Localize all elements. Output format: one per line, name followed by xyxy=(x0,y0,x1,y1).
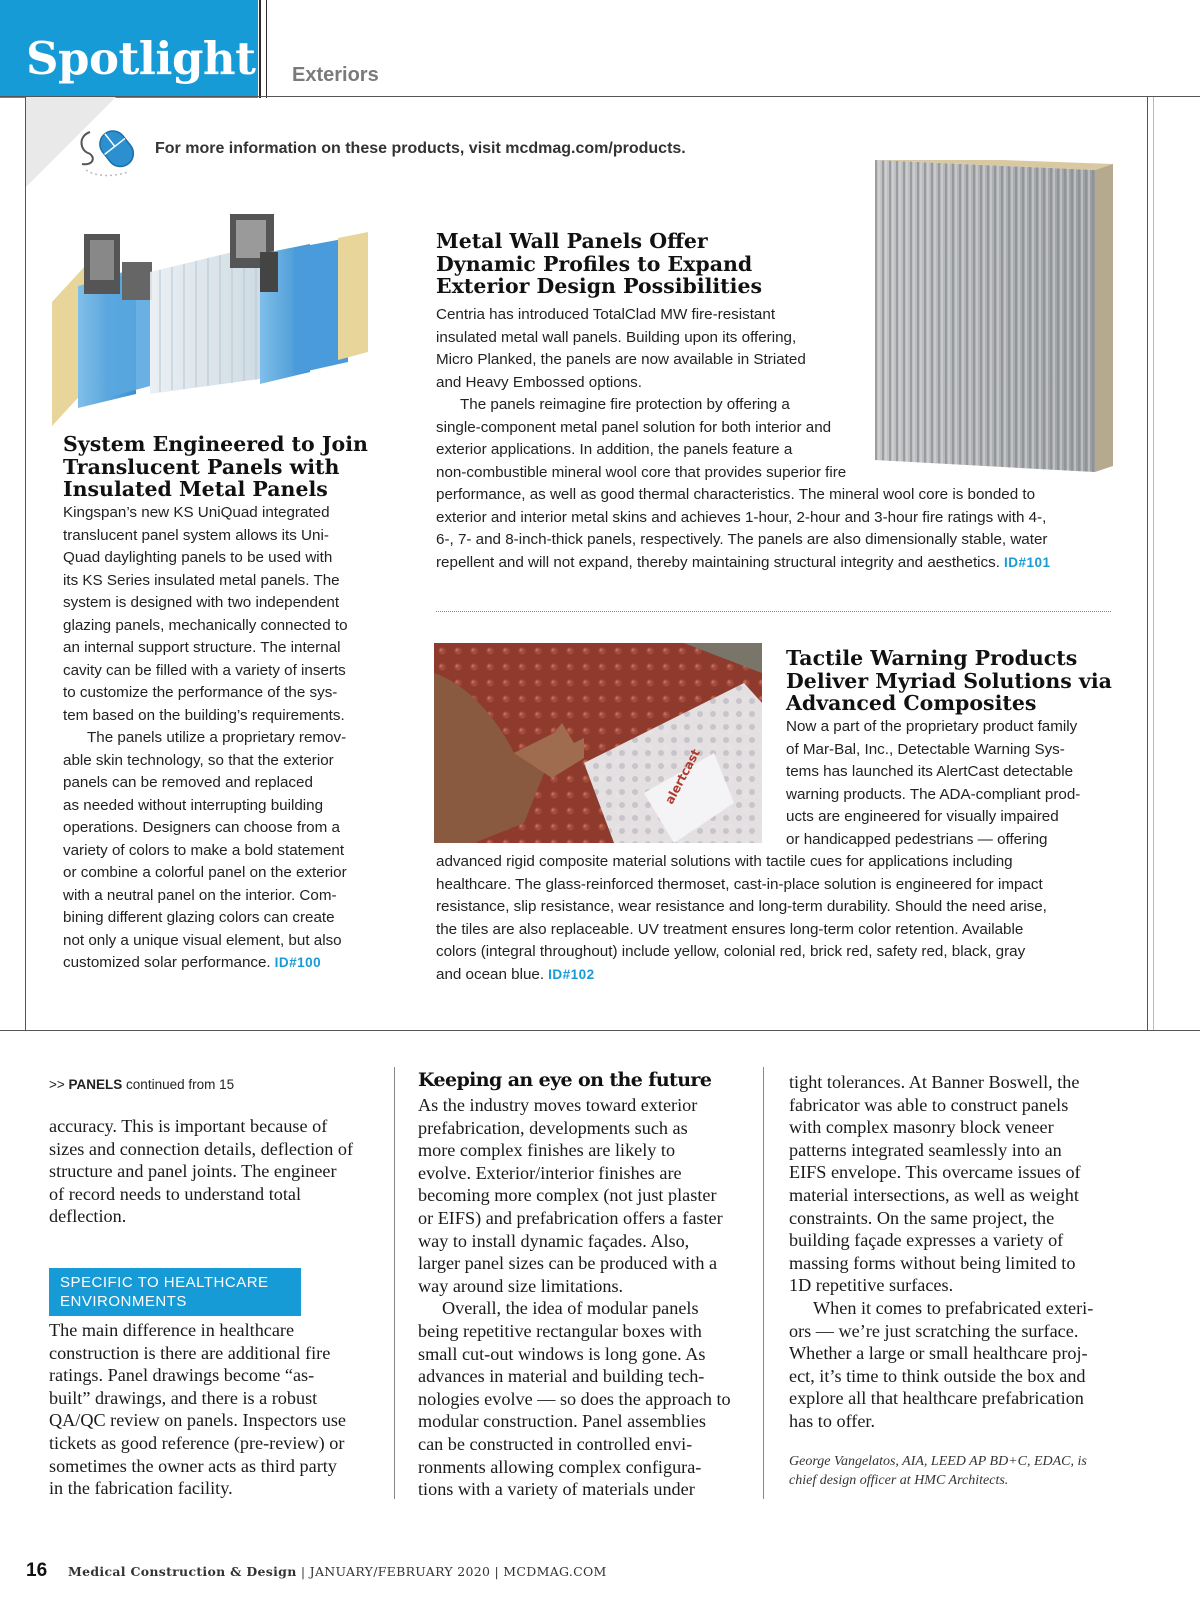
byline-line: George Vangelatos, AIA, LEED AP BD+C, EDAC, is xyxy=(789,1454,1087,1469)
title-line: System Engineered to Join xyxy=(63,432,368,456)
body-line: able skin technology, so that the exterior xyxy=(63,751,334,769)
heading-line: SPECIFIC TO HEALTHCARE xyxy=(60,1274,269,1291)
title-line: Insulated Metal Panels xyxy=(63,477,328,501)
body-line: ect, it’s time to think outside the box and xyxy=(789,1365,1086,1386)
product-id-link[interactable]: ID#102 xyxy=(548,966,595,982)
body-line: QA/QC review on panels. Inspectors use xyxy=(49,1410,346,1431)
body-line: constraints. On the same project, the xyxy=(789,1207,1055,1228)
continued-prefix: >> xyxy=(49,1077,69,1092)
body-line: has to offer. xyxy=(789,1410,876,1431)
article-body xyxy=(436,851,1047,986)
body-line: customized solar performance. xyxy=(63,954,271,971)
frame-line xyxy=(0,1030,1200,1031)
body-line: structure and panel joints. The engineer xyxy=(49,1161,337,1182)
title-line: Deliver Myriad Solutions via xyxy=(786,668,1112,693)
body-line: becoming more complex (not just plaster xyxy=(418,1185,717,1206)
body-line: EIFS envelope. This overcame issues of xyxy=(789,1162,1081,1183)
brand-label: alertcast xyxy=(662,746,703,807)
body-line: ratings. Panel drawings become “as- xyxy=(49,1365,315,1386)
body-line: ors — we’re just scratching the surface. xyxy=(789,1320,1079,1341)
title-line: Tactile Warning Products xyxy=(786,646,1078,670)
section-title: Spotlight xyxy=(26,32,256,85)
body-line: Now a part of the proprietary product family xyxy=(786,718,1078,735)
body-line: or combine a colorful panel on the exterior xyxy=(63,864,347,881)
body-line: or EIFS) and prefabrication offers a faster xyxy=(418,1207,723,1228)
body-line: exterior and interior metal skins and achieves 1-hour, 2-hour and 3-hour fire ratings with 4-, xyxy=(436,508,1047,526)
body-line: Quad daylighting panels to be used with xyxy=(63,549,333,566)
title-line: Advanced Composites xyxy=(786,691,1037,715)
body-line: The panels utilize a proprietary remov- xyxy=(87,729,347,746)
body-line: with complex masonry block veneer xyxy=(789,1117,1054,1138)
body-line: and ocean blue. xyxy=(436,965,545,983)
body-line: of record needs to understand total xyxy=(49,1183,302,1204)
body-line: built” drawings, and there is a robust xyxy=(49,1387,318,1408)
body-line: tions with a variety of materials under xyxy=(418,1479,695,1500)
body-line: cavity can be filled with a variety of inserts xyxy=(63,661,346,679)
header-divider xyxy=(259,0,261,98)
heading-line: ENVIRONMENTS xyxy=(60,1293,187,1310)
body-line: glazing panels, mechanically connected to xyxy=(63,616,348,634)
body-line: bining different glazing colors can create xyxy=(63,909,335,926)
body-line: or handicapped pedestrians — offering xyxy=(786,830,1048,848)
body-line: small cut-out windows is long gone. As xyxy=(418,1343,706,1364)
continued-suffix: continued from 15 xyxy=(122,1077,235,1092)
body-line: can be constructed in controlled envi- xyxy=(418,1433,693,1454)
body-line: single-component metal panel solution for both interior and xyxy=(436,418,832,436)
body-line: sometimes the owner acts as third party xyxy=(49,1455,337,1476)
body-line: ucts are engineered for visually impaired xyxy=(786,808,1059,825)
body-line: construction is there are additional fire xyxy=(49,1342,331,1363)
body-line: prefabrication, developments such as xyxy=(418,1117,688,1138)
subhead: Keeping an eye on the future xyxy=(418,1069,712,1091)
category-label: Exteriors xyxy=(292,64,379,86)
body-line: exterior applications. In addition, the panels feature a xyxy=(436,441,793,458)
body-line: warning products. The ADA-compliant prod- xyxy=(786,785,1081,803)
body-line: 6-, 7- and 8-inch-thick panels, respectively. The panels are also dimensionally stable, water xyxy=(436,531,1048,548)
body-line: Whether a large or small healthcare proj- xyxy=(789,1343,1088,1364)
body-line: in the fabrication facility. xyxy=(49,1478,233,1499)
footer-credit xyxy=(68,1564,607,1579)
title-line: Translucent Panels with xyxy=(63,454,340,479)
body-line: its KS Series insulated metal panels. The xyxy=(63,571,340,589)
body-line: nologies evolve — so does the approach to xyxy=(418,1388,731,1409)
body-line: advances in material and building tech- xyxy=(418,1366,705,1387)
body-line: tight tolerances. At Banner Boswell, the xyxy=(789,1072,1080,1092)
body-line: repellent and will not expand, thereby maintaining structural integrity and aesthetics. xyxy=(436,553,1000,571)
article-body xyxy=(436,304,1051,574)
title-line: Metal Wall Panels Offer xyxy=(436,229,708,253)
column-rule xyxy=(394,1067,395,1499)
body-line: insulated metal wall panels. Building upon its offering, xyxy=(436,328,797,346)
body-line: the tiles are also replaceable. UV treatment ensures long-term color retention. Available xyxy=(436,920,1024,938)
computer-mouse-icon xyxy=(76,120,142,178)
feature-column-1 xyxy=(49,1115,353,1228)
body-line: variety of colors to make a bold statement xyxy=(63,841,345,859)
body-line: tickets as good reference (pre-review) or xyxy=(49,1432,345,1453)
column-rule xyxy=(763,1067,764,1499)
article-title xyxy=(786,647,1112,715)
byline-line: chief design officer at HMC Architects. xyxy=(789,1473,1009,1488)
info-line: For more information on these products, visit mcdmag.com/products. xyxy=(155,140,686,157)
frame-line xyxy=(25,97,26,1030)
body-line: not only a unique visual element, but also xyxy=(63,931,342,949)
tactile-tile-image xyxy=(434,643,762,843)
frame-line xyxy=(1153,97,1154,1030)
body-line: Centria has introduced TotalClad MW fire-resistant xyxy=(436,306,776,323)
body-line: Kingspan’s new KS UniQuad integrated xyxy=(63,504,330,521)
article-title xyxy=(63,433,368,501)
body-line: building façade expresses a variety of xyxy=(789,1230,1064,1251)
body-line: as needed without interrupting building xyxy=(63,796,324,814)
body-line: sizes and connection details, deflection of xyxy=(49,1138,354,1159)
body-line: performance, as well as good thermal characteristics. The mineral wool core is bonded to xyxy=(436,486,1036,503)
frame-line xyxy=(1147,97,1148,1030)
body-line: 1D repetitive surfaces. xyxy=(789,1275,954,1296)
article-title xyxy=(436,230,762,298)
body-line: accuracy. This is important because of xyxy=(49,1116,328,1136)
body-line: material intersections, as well as weight xyxy=(789,1184,1079,1205)
body-line: colors (integral throughout) include yellow, colonial red, brick red, safety red, black, gray xyxy=(436,943,1026,960)
body-line: larger panel sizes can be produced with a xyxy=(418,1253,718,1274)
body-line: When it comes to prefabricated exteri- xyxy=(813,1297,1094,1318)
body-line: way around size limitations. xyxy=(418,1275,624,1296)
body-line: Micro Planked, the panels are now available in Striated xyxy=(436,351,806,368)
spotlight-banner xyxy=(0,0,258,98)
body-line: translucent panel system allows its Uni- xyxy=(63,526,329,544)
body-line: modular construction. Panel assemblies xyxy=(418,1411,706,1432)
body-line: tems has launched its AlertCast detectable xyxy=(786,763,1074,780)
feature-column-3 xyxy=(789,1071,1093,1433)
article-body xyxy=(786,716,1080,851)
magazine-name: Medical Construction & Design xyxy=(68,1564,297,1579)
body-line: The main difference in healthcare xyxy=(49,1320,295,1340)
author-byline xyxy=(789,1452,1087,1490)
body-line: panels can be removed and replaced xyxy=(63,774,313,791)
body-line: Overall, the idea of modular panels xyxy=(442,1298,699,1319)
body-line: massing forms without being limited to xyxy=(789,1252,1076,1273)
body-line: non-combustible mineral wool core that provides superior fire xyxy=(436,463,847,481)
body-line: The panels reimagine fire protection by offering a xyxy=(460,396,790,413)
page-number: 16 xyxy=(26,1560,48,1581)
body-line: fabricator was able to construct panels xyxy=(789,1094,1069,1115)
body-line: to customize the performance of the sys- xyxy=(63,684,338,701)
body-line: being repetitive rectangular boxes with xyxy=(418,1320,702,1341)
header-rule xyxy=(0,96,1200,97)
article-body xyxy=(63,502,348,975)
body-line: tem based on the building’s requirements. xyxy=(63,706,345,724)
body-line: an internal support structure. The internal xyxy=(63,639,341,656)
body-line: more complex finishes are likely to xyxy=(418,1140,676,1161)
title-line: Dynamic Profiles to Expand xyxy=(436,251,753,276)
body-line: As the industry moves toward exterior xyxy=(418,1095,698,1115)
feature-column-2 xyxy=(418,1094,731,1501)
body-line: explore all that healthcare prefabrication xyxy=(789,1388,1084,1409)
feature-column-1b xyxy=(49,1319,346,1500)
body-line: advanced rigid composite material solutions with tactile cues for applications including xyxy=(436,853,1013,870)
body-line: healthcare. The glass-reinforced thermoset, cast-in-place solution is engineered for impact xyxy=(436,875,1043,893)
body-line: with a neutral panel on the interior. Com- xyxy=(63,886,337,904)
body-line: way to install dynamic façades. Also, xyxy=(418,1230,690,1251)
body-line: deflection. xyxy=(49,1206,127,1227)
sidebar-heading xyxy=(49,1268,301,1316)
body-line: operations. Designers can choose from a xyxy=(63,819,340,836)
body-line: resistance, slip resistance, wear resistance and long-term durability. Should the need arise, xyxy=(436,898,1047,915)
title-line: Exterior Design Possibilities xyxy=(436,274,763,298)
continued-section: PANELS xyxy=(68,1077,123,1092)
article-divider xyxy=(436,611,1111,612)
product-id-link[interactable]: ID#101 xyxy=(1003,554,1051,570)
uniquad-panel-image xyxy=(48,212,390,426)
product-id-link[interactable]: ID#100 xyxy=(274,955,322,970)
issue-info: | JANUARY/FEBRUARY 2020 | MCDMAG.COM xyxy=(296,1564,607,1579)
continued-note xyxy=(49,1077,234,1092)
header-divider xyxy=(266,0,267,98)
body-line: system is designed with two independent xyxy=(63,594,340,611)
body-line: evolve. Exterior/interior finishes are xyxy=(418,1162,682,1183)
body-line: of Mar-Bal, Inc., Detectable Warning Sys- xyxy=(786,740,1065,758)
body-line: patterns integrated seamlessly into an xyxy=(789,1139,1062,1160)
body-line: ronments allowing complex configura- xyxy=(418,1456,702,1477)
body-line: and Heavy Embossed options. xyxy=(436,373,642,391)
